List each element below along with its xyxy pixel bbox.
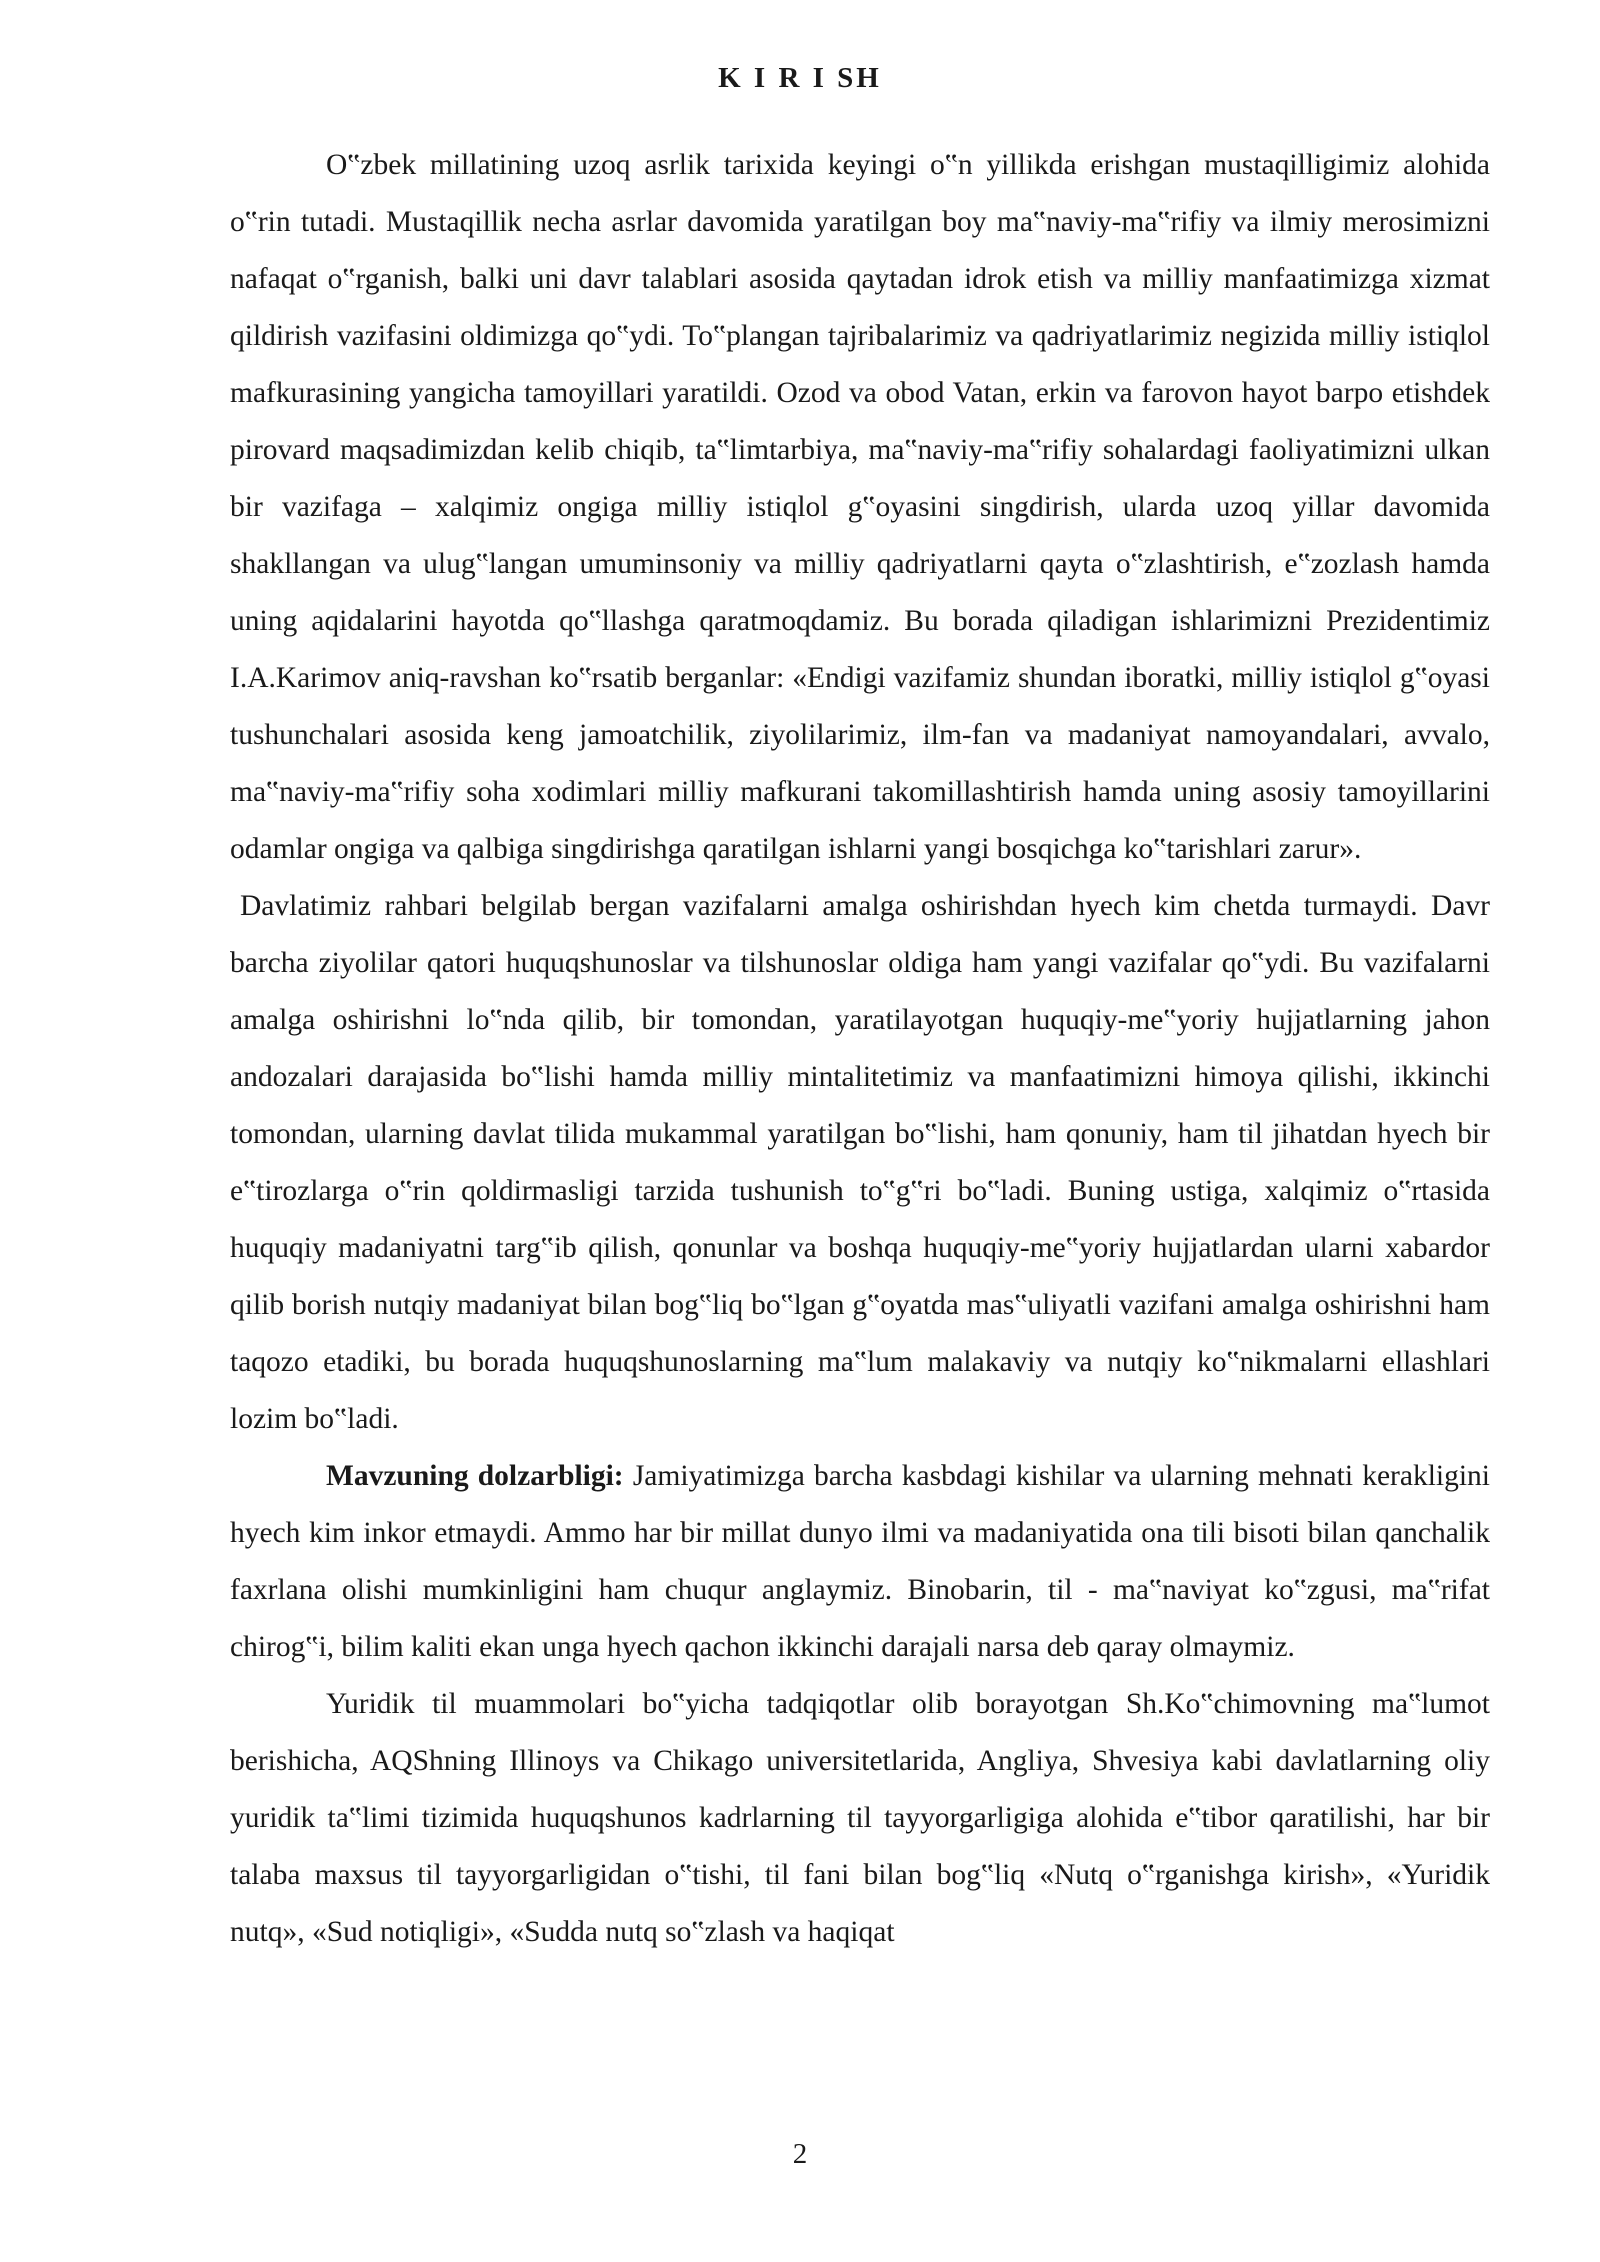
- paragraph-legal-language: Yuridik til muammolari bo‟yicha tadqiqotlar olib borayotgan Sh.Ko‟chimovning ma‟lumot berishicha, AQShning Illinoys va Chikago universitetlarida, Angliya, Shvesiya kabi davlatlarning oliy yuridik ta‟limi tizimida huquqshunos kadrlarning til tayyorgarligiga alohida e‟tibor qaratilishi, har bir talaba maxsus til tayyorgarligidan o‟tishi, til fani bilan bog‟liq «Nutq o‟rganishga kirish», «Yuridik nutq», «Sud notiqligi», «Sudda nutq so‟zlash va haqiqat: [230, 1688, 1490, 1948]
- paragraph-intro: O‟zbek millatining uzoq asrlik tarixida keyingi o‟n yillikda erishgan mustaqilligimiz alohida o‟rin tutadi. Mustaqillik necha asrlar davomida yaratilgan boy ma‟naviy-ma‟rifiy va ilmiy merosimizni nafaqat o‟rganish, balki uni davr talablari asosida qaytadan idrok etish va milliy manfaatimizga xizmat qildirish vazifasini oldimizga qo‟ydi. To‟plangan tajribalarimiz va qadriyatlarimiz negizida milliy istiqlol mafkurasining yangicha tamoyillari yaratildi. Ozod va obod Vatan, erkin va farovon hayot barpo etishdek pirovard maqsadimizdan kelib chiqib, ta‟limtarbiya, ma‟naviy-ma‟rifiy sohalardagi faoliyatimizni ulkan bir vazifaga – xalqimiz ongiga milliy istiqlol g‟oyasini singdirish, ularda uzoq yillar davomida shakllangan va ulug‟langan umuminsoniy va milliy qadriyatlarni qayta o‟zlashtirish, e‟zozlash hamda uning aqidalarini hayotda qo‟llashga qaratmoqdamiz. Bu borada qiladigan ishlarimizni Prezidentimiz I.A.Karimov aniq-ravshan ko‟rsatib berganlar: «Endigi vazifamiz shundan iboratki, milliy istiqlol g‟oyasi tushunchalari asosida keng jamoatchilik, ziyolilarimiz, ilm-fan va madaniyat namoyandalari, avvalo, ma‟naviy-ma‟rifiy soha xodimlari milliy mafkurani takomillashtirish hamda uning asosiy tamoyillarini odamlar ongiga va qalbiga singdirishga qaratilgan ishlarni yangi bosqichga ko‟tarishlari zarur».: [230, 149, 1490, 865]
- paragraph-state-tasks: Davlatimiz rahbari belgilab bergan vazifalarni amalga oshirishdan hyech kim chetda turmaydi. Davr barcha ziyolilar qatori huquqshunoslar va tilshunoslar oldiga ham yangi vazifalar qo‟ydi. Bu vazifalarni amalga oshirishni lo‟nda qilib, bir tomondan, yaratilayotgan huquqiy-me‟yoriy hujjatlarning jahon andozalari darajasida bo‟lishi hamda milliy mintalitetimiz va manfaatimizni himoya qilishi, ikkinchi tomondan, ularning davlat tilida mukammal yaratilgan bo‟lishi, ham qonuniy, ham til jihatdan hyech bir e‟tirozlarga o‟rin qoldirmasligi tarzida tushunish to‟g‟ri bo‟ladi. Buning ustiga, xalqimiz o‟rtasida huquqiy madaniyatni targ‟ib qilish, qonunlar va boshqa huquqiy-me‟yoriy hujjatlardan ularni xabardor qilib borish nutqiy madaniyat bilan bog‟liq bo‟lgan g‟oyatda mas‟uliyatli vazifani amalga oshirishni ham taqozo etadiki, bu borada huquqshunoslarning ma‟lum malakaviy va nutqiy ko‟nikmalarni ellashlari lozim bo‟ladi.: [230, 890, 1490, 1435]
- page-number: 2: [792, 2138, 808, 2170]
- relevance-text: Jamiyatimizga barcha kasbdagi kishilar va ularning mehnati kerakligini hyech kim inkor etmaydi. Ammo har bir millat dunyo ilmi va madaniyatida ona tili bisoti bilan qanchalik faxrlana olishi mumkinligini ham chuqur anglaymiz. Binobarin, til - ma‟naviyat ko‟zgusi, ma‟rifat chirog‟i, bilim kaliti ekan unga hyech qachon ikkinchi darajali narsa deb qaray olmaymiz.: [230, 1460, 1490, 1663]
- paragraph-relevance: [230, 1448, 1490, 1676]
- page-title: K I R I SH: [718, 62, 882, 94]
- body-text: [230, 137, 1490, 1961]
- relevance-heading: Mavzuning dolzarbligi:: [326, 1460, 624, 1492]
